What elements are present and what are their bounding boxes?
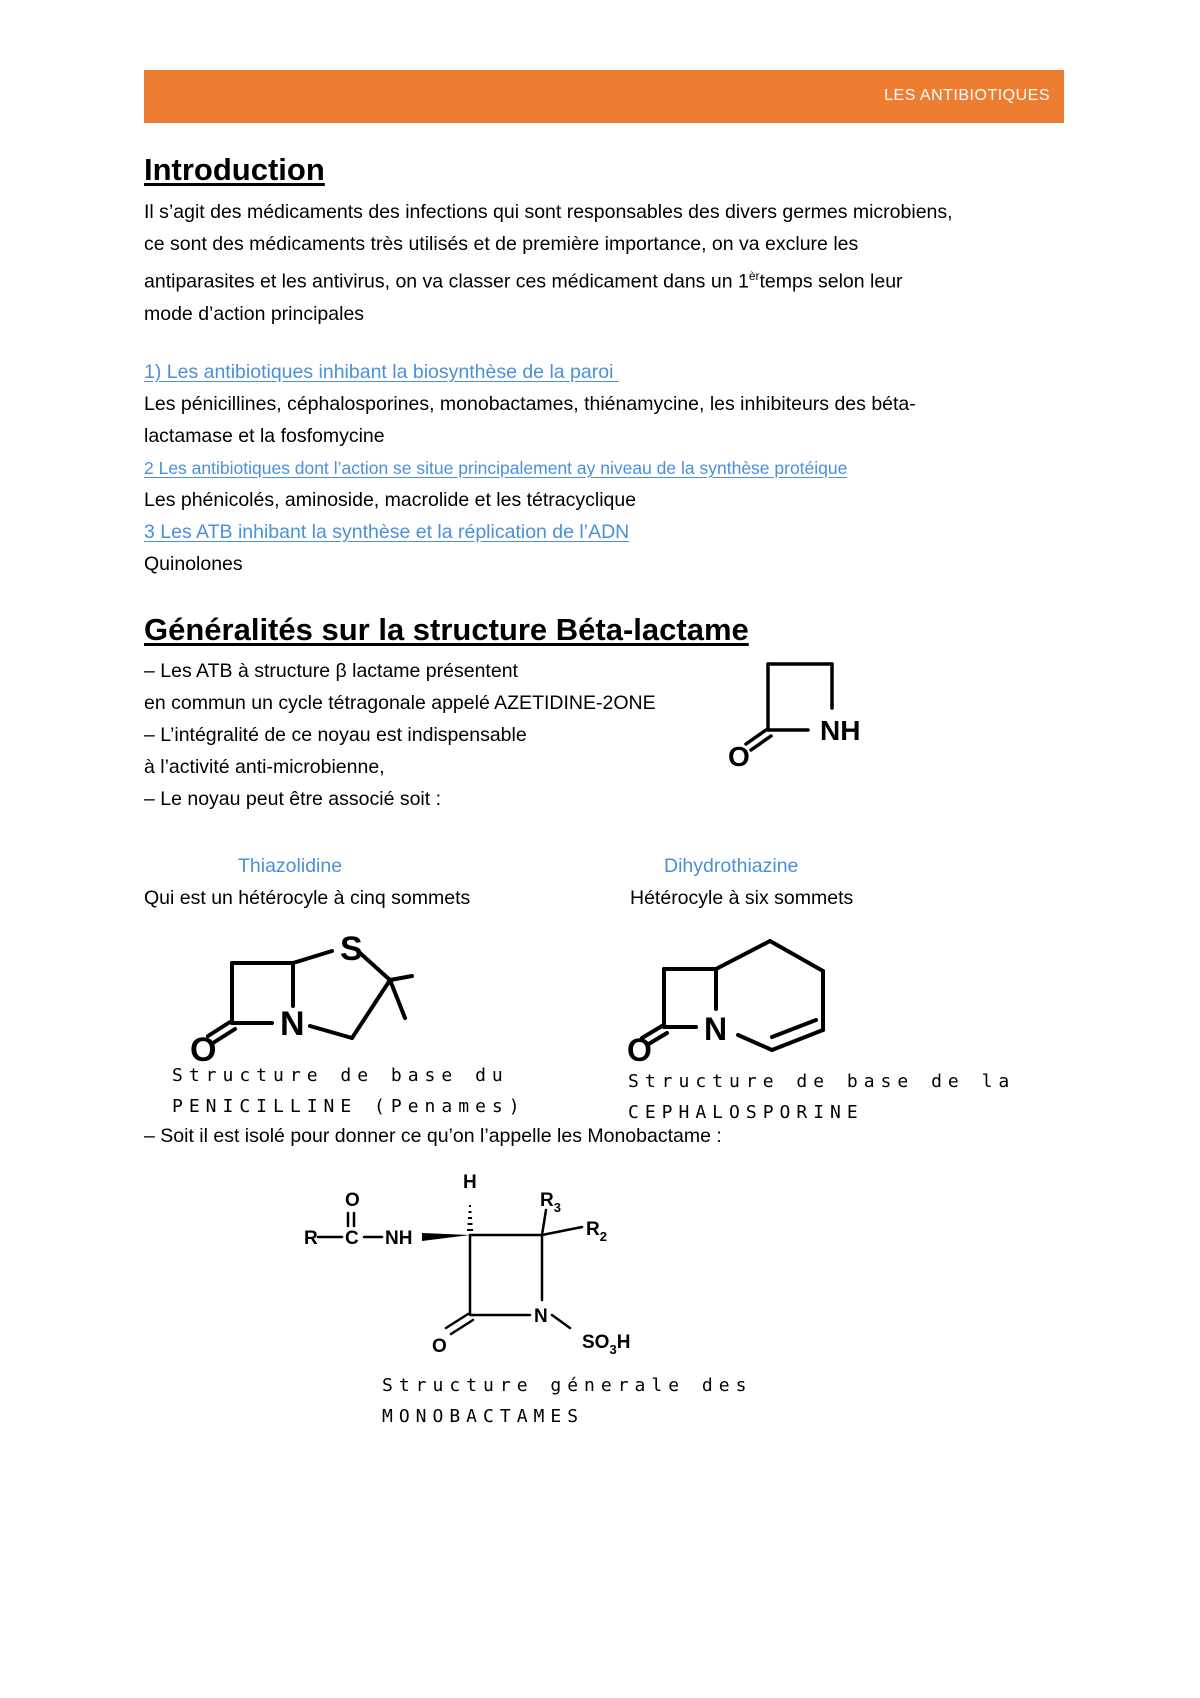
hash-bond bbox=[467, 1206, 473, 1230]
thiazolidine-desc: Qui est un hétérocyle à cinq sommets bbox=[144, 887, 471, 909]
cephalosporin-caption-line-1: Structure de base de la bbox=[628, 1071, 1016, 1092]
class-2-link[interactable]: 2 Les antibiotiques dont l’action se situe principalement ay niveau de la synthèse protéique bbox=[144, 458, 848, 478]
cephalosporin-o: O bbox=[627, 1032, 652, 1068]
beta-line-5: – Le noyau peut être associé soit : bbox=[144, 788, 442, 810]
cephalosporin-caption bbox=[628, 1066, 1015, 1128]
thiazolidine-title: Thiazolidine bbox=[238, 855, 343, 877]
class-1-link[interactable]: 1) Les antibiotiques inhibant la biosynthèse de la paroi bbox=[144, 361, 619, 383]
header-bar bbox=[144, 70, 1064, 123]
mono-n: N bbox=[534, 1306, 548, 1327]
cephalosporin-caption-line-2: CEPHALOSPORINE bbox=[628, 1102, 864, 1123]
beta-line-2: en commun un cycle tétragonale appelé AZETIDINE-2ONE bbox=[144, 692, 656, 714]
mono-r3: $R_3$ bbox=[540, 1190, 561, 1215]
dihydrothiazine-desc: Hétérocyle à six sommets bbox=[630, 887, 854, 909]
header-title: LES ANTIBIOTIQUES bbox=[884, 87, 1050, 104]
classes-section bbox=[144, 356, 916, 580]
mono-so3h: $SO_3H$ bbox=[582, 1332, 631, 1357]
class-1-line-1: Les pénicillines, céphalosporines, monobactames, thiénamycine, les inhibiteurs des béta- bbox=[144, 393, 916, 415]
penicillin-caption-line-1: Structure de base du bbox=[172, 1065, 509, 1086]
intro-line-4: mode d’action principales bbox=[144, 302, 365, 325]
azetidinone-nh: NH bbox=[820, 715, 861, 746]
monobactam-caption bbox=[382, 1370, 752, 1432]
class-1-line-2: lactamase et la fosfomycine bbox=[144, 425, 385, 447]
intro-paragraph bbox=[144, 196, 953, 330]
penicillin-caption-line-2: PENICILLINE (Penames) bbox=[172, 1096, 526, 1117]
penicillin-caption bbox=[172, 1060, 526, 1122]
beta-line-1: – Les ATB à structure β lactame présentent bbox=[144, 660, 518, 682]
monobactam-structure bbox=[290, 1160, 650, 1360]
wedge-bond bbox=[422, 1233, 470, 1241]
beta-line-3: – L’intégralité de ce noyau est indispensable bbox=[144, 724, 527, 746]
class-2-body: Les phénicolés, aminoside, macrolide et les tétracyclique bbox=[144, 489, 637, 511]
dihydrothiazine-title: Dihydrothiazine bbox=[664, 855, 799, 877]
mono-h: H bbox=[463, 1172, 477, 1193]
intro-heading: Introduction bbox=[144, 152, 325, 187]
penicillin-structure bbox=[180, 918, 440, 1068]
class-3-link[interactable]: 3 Les ATB inhibant la synthèse et la réplication de l’ADN bbox=[144, 521, 630, 543]
intro-superscript: èr bbox=[748, 269, 760, 283]
cephalosporin-n: N bbox=[704, 1011, 728, 1047]
class-3-body: Quinolones bbox=[144, 553, 243, 575]
intro-line-3: antiparasites et les antivirus, on va classer ces médicament dans un $1^{èr}temps$ selon leur bbox=[144, 269, 903, 293]
mono-r2: $R_2$ bbox=[586, 1219, 607, 1244]
penicillin-n: N bbox=[280, 1005, 305, 1043]
cephalosporin-structure bbox=[620, 925, 840, 1070]
beta-line-4: à l’activité anti-microbienne, bbox=[144, 756, 385, 778]
azetidinone-o: O bbox=[728, 741, 750, 772]
intro-line-1: Il s’agit des médicaments des infections qui sont responsables des divers germes microbiens, bbox=[144, 201, 953, 223]
mono-o-ring: O bbox=[432, 1336, 447, 1357]
monobactam-caption-line-1: Structure génerale des bbox=[382, 1375, 753, 1396]
azetidinone-structure bbox=[720, 650, 880, 775]
penicillin-o: O bbox=[190, 1031, 217, 1068]
beta-paragraph bbox=[144, 655, 656, 815]
monobactam-intro: – Soit il est isolé pour donner ce qu’on l’appelle les Monobactame : bbox=[144, 1125, 722, 1147]
intro-line-2: ce sont des médicaments très utilisés et de première importance, on va exclure les bbox=[144, 233, 859, 255]
penicillin-s: S bbox=[340, 930, 363, 968]
mono-nh: NH bbox=[385, 1228, 413, 1249]
mono-r: R bbox=[304, 1228, 318, 1249]
beta-heading: Généralités sur la structure Béta-lactame bbox=[144, 612, 749, 647]
monobactam-caption-line-2: MONOBACTAMES bbox=[382, 1406, 585, 1427]
mono-c: C bbox=[345, 1228, 359, 1249]
mono-o-top: O bbox=[345, 1190, 360, 1211]
